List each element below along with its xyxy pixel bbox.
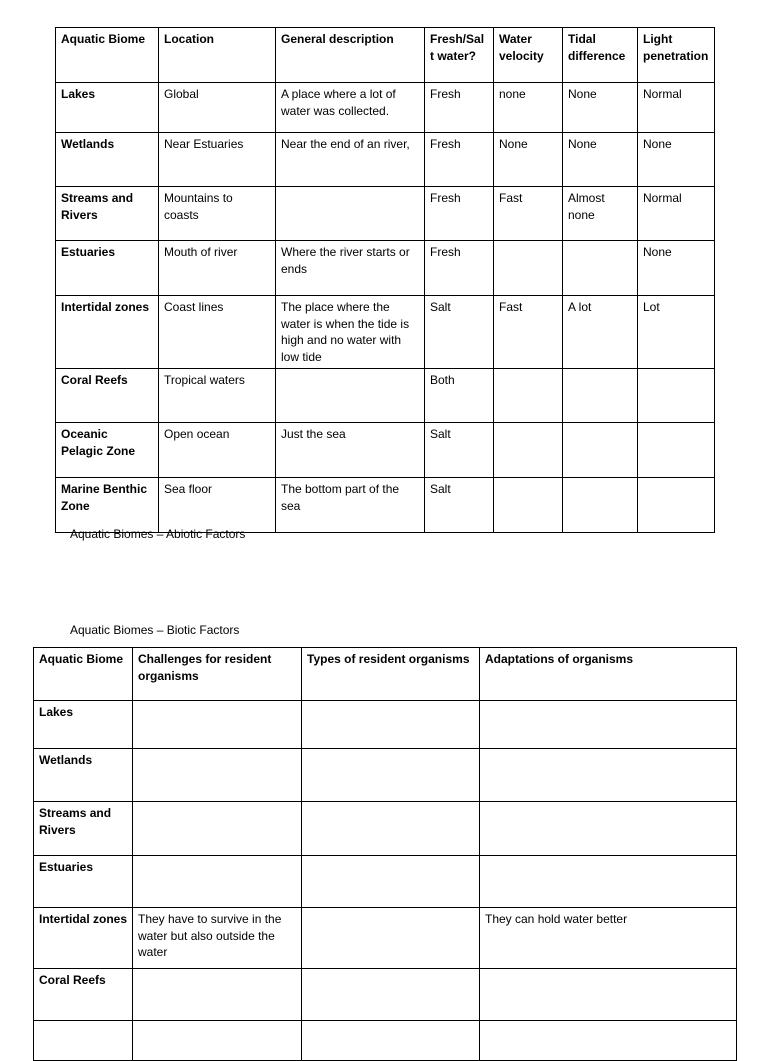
biotic-cell xyxy=(133,802,302,856)
biotic-cell xyxy=(480,701,737,749)
abiotic-cell xyxy=(494,369,563,423)
abiotic-cell xyxy=(638,369,715,423)
abiotic-factors-table xyxy=(55,27,715,533)
abiotic-cell: Open ocean xyxy=(159,423,276,478)
abiotic-cell: Near the end of an river, xyxy=(276,133,425,187)
abiotic-biome-cell: Intertidal zones xyxy=(56,296,159,369)
abiotic-cell: Salt xyxy=(425,296,494,369)
abiotic-header-row xyxy=(56,28,715,83)
abiotic-biome-cell: Streams and Rivers xyxy=(56,187,159,241)
abiotic-row xyxy=(56,369,715,423)
abiotic-cell: Salt xyxy=(425,478,494,533)
abiotic-biome-cell: Lakes xyxy=(56,83,159,133)
abiotic-cell: Where the river starts or ends xyxy=(276,241,425,296)
abiotic-cell xyxy=(563,369,638,423)
abiotic-cell: The place where the water is when the tide is high and no water with low tide xyxy=(276,296,425,369)
abiotic-table-caption: Aquatic Biomes – Abiotic Factors xyxy=(70,527,246,541)
abiotic-cell: A place where a lot of water was collected. xyxy=(276,83,425,133)
abiotic-cell: Fresh xyxy=(425,241,494,296)
abiotic-cell xyxy=(563,423,638,478)
abiotic-header-cell: Location xyxy=(159,28,276,83)
biotic-biome-cell: Intertidal zones xyxy=(34,908,133,969)
abiotic-cell: Fresh xyxy=(425,133,494,187)
abiotic-row xyxy=(56,83,715,133)
biotic-biome-cell: Wetlands xyxy=(34,749,133,802)
biotic-header-cell: Adaptations of organisms xyxy=(480,648,737,701)
abiotic-cell: Near Estuaries xyxy=(159,133,276,187)
abiotic-cell: None xyxy=(563,83,638,133)
biotic-biome-cell: Estuaries xyxy=(34,856,133,908)
biotic-biome-cell: Lakes xyxy=(34,701,133,749)
biotic-cell xyxy=(302,969,480,1021)
abiotic-biome-cell: Marine Benthic Zone xyxy=(56,478,159,533)
abiotic-cell: none xyxy=(494,83,563,133)
biotic-factors-table xyxy=(33,647,737,1061)
abiotic-cell: Fresh xyxy=(425,187,494,241)
biotic-header-cell: Types of resident organisms xyxy=(302,648,480,701)
abiotic-cell: Fast xyxy=(494,187,563,241)
abiotic-biome-cell: Estuaries xyxy=(56,241,159,296)
abiotic-cell xyxy=(563,478,638,533)
abiotic-cell: None xyxy=(638,241,715,296)
biotic-cell xyxy=(480,1021,737,1061)
biotic-biome-cell: Streams and Rivers xyxy=(34,802,133,856)
abiotic-cell: Global xyxy=(159,83,276,133)
biotic-biome-cell: Coral Reefs xyxy=(34,969,133,1021)
abiotic-cell: None xyxy=(638,133,715,187)
biotic-cell xyxy=(480,969,737,1021)
biotic-row xyxy=(34,856,737,908)
biotic-cell xyxy=(302,802,480,856)
abiotic-cell xyxy=(276,187,425,241)
abiotic-cell: Fresh xyxy=(425,83,494,133)
abiotic-cell: Tropical waters xyxy=(159,369,276,423)
abiotic-cell xyxy=(638,478,715,533)
biotic-row xyxy=(34,749,737,802)
abiotic-row xyxy=(56,187,715,241)
abiotic-cell: Both xyxy=(425,369,494,423)
abiotic-cell: Normal xyxy=(638,187,715,241)
abiotic-cell: Coast lines xyxy=(159,296,276,369)
abiotic-cell xyxy=(494,423,563,478)
biotic-header-cell: Challenges for resident organisms xyxy=(133,648,302,701)
biotic-cell xyxy=(302,1021,480,1061)
biotic-cell xyxy=(133,701,302,749)
abiotic-cell: Fast xyxy=(494,296,563,369)
abiotic-header-cell: Fresh/Salt water? xyxy=(425,28,494,83)
abiotic-row xyxy=(56,423,715,478)
biotic-cell xyxy=(133,749,302,802)
abiotic-header-cell: Tidal difference xyxy=(563,28,638,83)
biotic-cell: They can hold water better xyxy=(480,908,737,969)
abiotic-cell: None xyxy=(494,133,563,187)
abiotic-row xyxy=(56,296,715,369)
biotic-cell xyxy=(133,856,302,908)
biotic-cell xyxy=(480,802,737,856)
biotic-cell xyxy=(302,701,480,749)
abiotic-cell: Mountains to coasts xyxy=(159,187,276,241)
biotic-cell xyxy=(480,749,737,802)
biotic-cell xyxy=(302,749,480,802)
abiotic-cell xyxy=(638,423,715,478)
abiotic-header-cell: Aquatic Biome xyxy=(56,28,159,83)
abiotic-cell: Normal xyxy=(638,83,715,133)
abiotic-biome-cell: Wetlands xyxy=(56,133,159,187)
abiotic-cell: None xyxy=(563,133,638,187)
abiotic-cell: Sea floor xyxy=(159,478,276,533)
biotic-cell xyxy=(133,969,302,1021)
biotic-cell xyxy=(302,856,480,908)
biotic-row xyxy=(34,908,737,969)
abiotic-cell: Mouth of river xyxy=(159,241,276,296)
abiotic-cell: A lot xyxy=(563,296,638,369)
biotic-cell xyxy=(302,908,480,969)
biotic-header-cell: Aquatic Biome xyxy=(34,648,133,701)
biotic-table-caption: Aquatic Biomes – Biotic Factors xyxy=(70,623,240,637)
biotic-row xyxy=(34,701,737,749)
biotic-cell xyxy=(133,1021,302,1061)
abiotic-cell xyxy=(494,241,563,296)
biotic-header-row xyxy=(34,648,737,701)
abiotic-cell: Lot xyxy=(638,296,715,369)
abiotic-row xyxy=(56,241,715,296)
abiotic-header-cell: General description xyxy=(276,28,425,83)
abiotic-biome-cell: Coral Reefs xyxy=(56,369,159,423)
abiotic-cell: The bottom part of the sea xyxy=(276,478,425,533)
abiotic-biome-cell: Oceanic Pelagic Zone xyxy=(56,423,159,478)
biotic-row xyxy=(34,1021,737,1061)
abiotic-cell: Almost none xyxy=(563,187,638,241)
abiotic-cell: Salt xyxy=(425,423,494,478)
biotic-biome-cell xyxy=(34,1021,133,1061)
abiotic-cell xyxy=(276,369,425,423)
biotic-cell xyxy=(480,856,737,908)
biotic-row xyxy=(34,802,737,856)
abiotic-cell xyxy=(563,241,638,296)
biotic-cell: They have to survive in the water but also outside the water xyxy=(133,908,302,969)
biotic-row xyxy=(34,969,737,1021)
abiotic-cell: Just the sea xyxy=(276,423,425,478)
abiotic-header-cell: Water velocity xyxy=(494,28,563,83)
abiotic-header-cell: Light penetration xyxy=(638,28,715,83)
abiotic-cell xyxy=(494,478,563,533)
abiotic-row xyxy=(56,133,715,187)
abiotic-row xyxy=(56,478,715,533)
